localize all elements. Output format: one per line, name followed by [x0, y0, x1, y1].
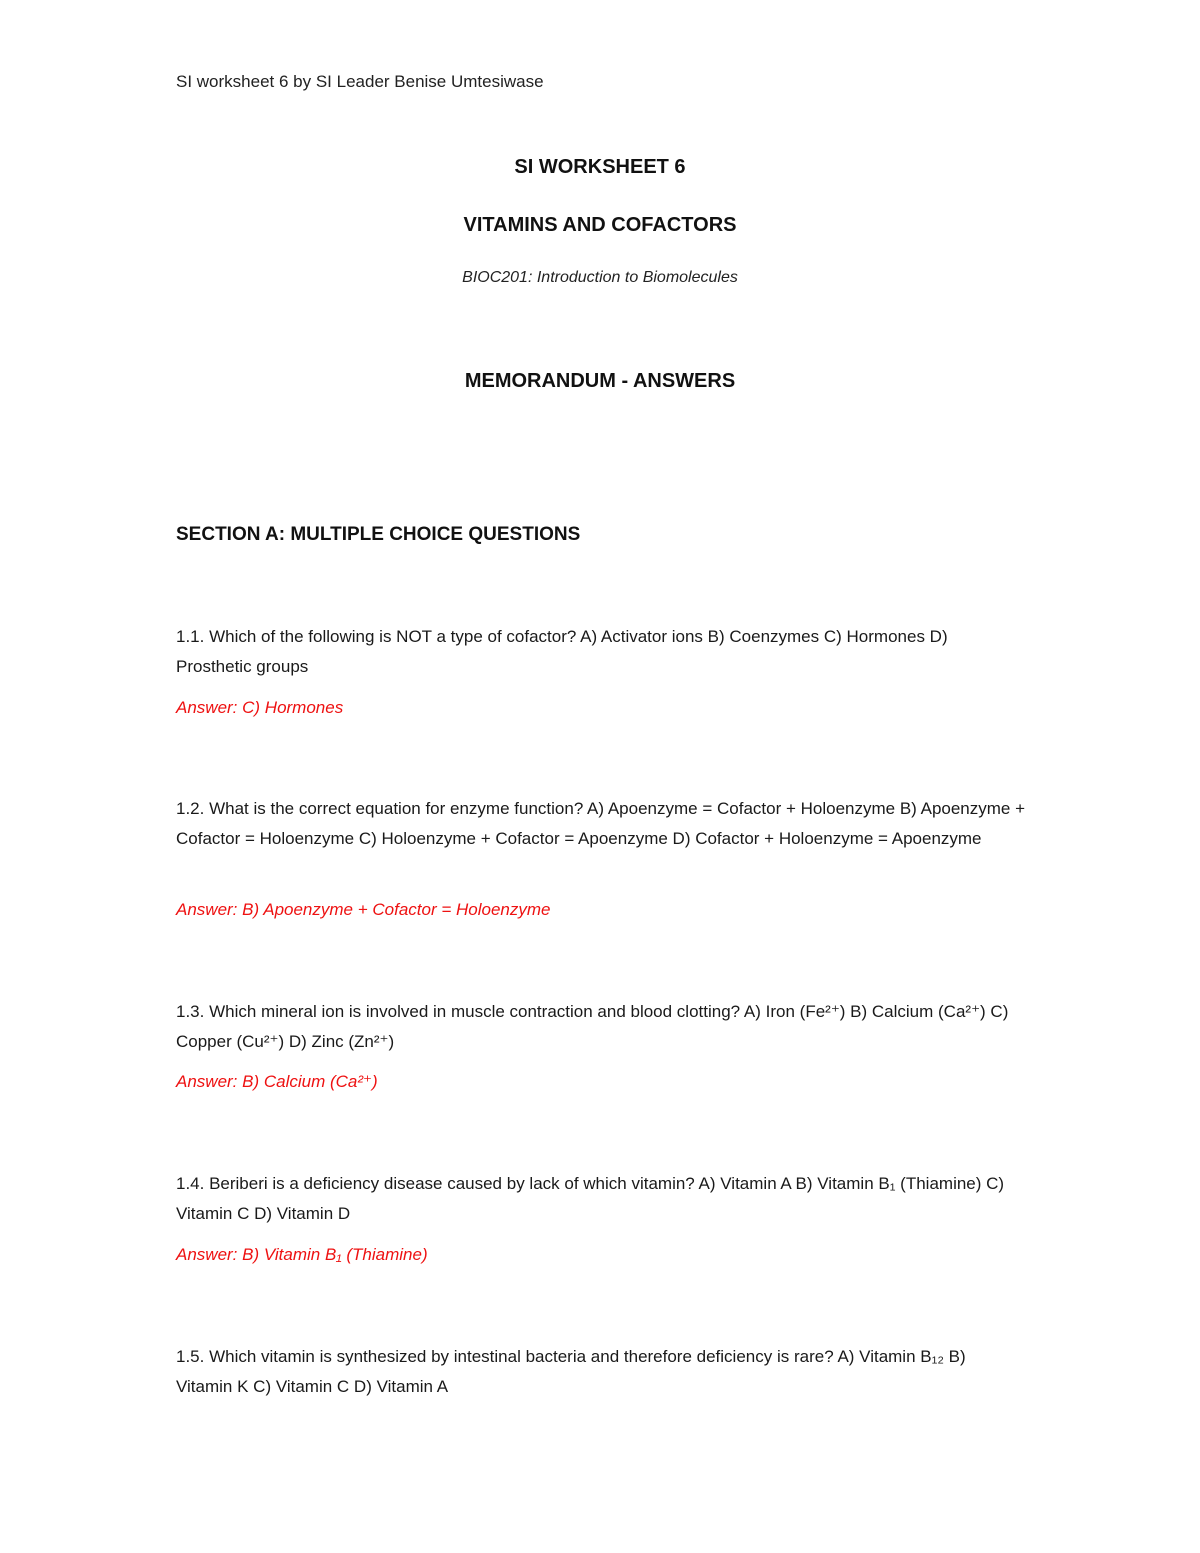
worksheet-title: SI WORKSHEET 6: [514, 156, 686, 178]
running-header: SI worksheet 6 by SI Leader Benise Umtesiwase: [176, 72, 544, 91]
course-subtitle: BIOC201: Introduction to Biomolecules: [462, 269, 738, 286]
answer-1-2: Answer: B) Apoenzyme + Cofactor = Holoenzyme: [176, 900, 551, 919]
question-1-3: 1.3. Which mineral ion is involved in muscle contraction and blood clotting? A) Iron (Fe²⁺) B) Calcium (Ca²⁺) C) Copper (Cu²⁺) D) Zinc (Zn²⁺): [176, 1002, 1009, 1051]
question-1-5: 1.5. Which vitamin is synthesized by intestinal bacteria and therefore deficiency is rare? A) Vitamin B₁₂ B) Vitamin K C) Vitamin C D) Vitamin A: [176, 1347, 966, 1396]
answer-1-4: Answer: B) Vitamin B₁ (Thiamine): [176, 1245, 428, 1264]
question-1-1: 1.1. Which of the following is NOT a type of cofactor? A) Activator ions B) Coenzymes C) Hormones D) Prosthetic groups: [176, 627, 948, 676]
question-1-4: 1.4. Beriberi is a deficiency disease caused by lack of which vitamin? A) Vitamin A B) Vitamin B₁ (Thiamine) C) Vitamin C D) Vitamin D: [176, 1174, 1005, 1223]
section-heading: SECTION A: MULTIPLE CHOICE QUESTIONS: [176, 524, 581, 545]
memorandum-title: MEMORANDUM - ANSWERS: [464, 370, 736, 392]
topic-title: VITAMINS AND COFACTORS: [463, 214, 737, 236]
answer-1-3: Answer: B) Calcium (Ca²⁺): [176, 1072, 378, 1091]
question-1-2: 1.2. What is the correct equation for enzyme function? A) Apoenzyme = Cofactor + Holoenzyme B) Apoenzyme + Cofactor = Holoenzyme C) Holoenzyme + Cofactor = Apoenzyme D) Cofactor + Holoenzyme = Apoenzyme: [176, 799, 1026, 848]
answer-1-1: Answer: C) Hormones: [176, 698, 344, 717]
